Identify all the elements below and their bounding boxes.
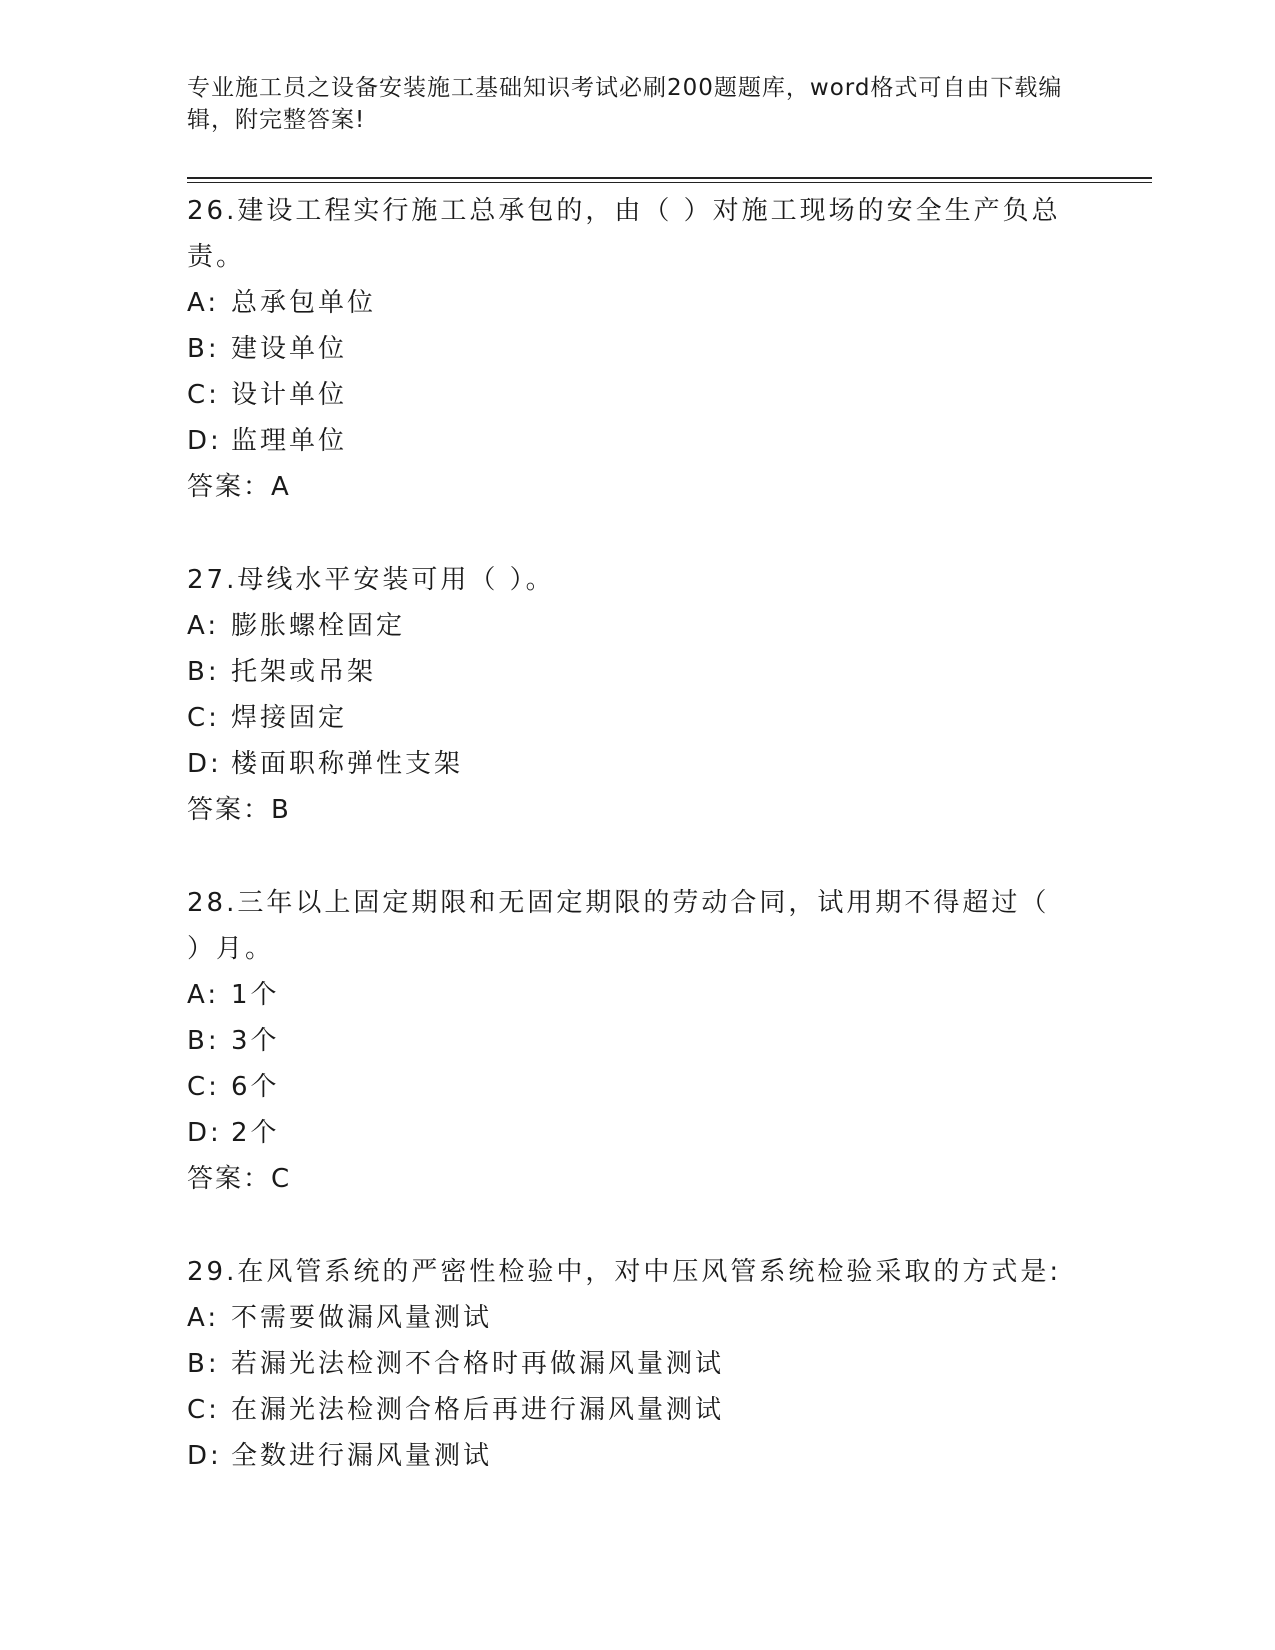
option-label: B:	[187, 1349, 220, 1379]
question-text: 26.建设工程实行施工总承包的，由（ ）对施工现场的安全生产负总责。	[187, 196, 1061, 272]
option-c	[187, 1064, 1067, 1110]
option-label: B:	[187, 334, 220, 364]
option-text: 建设单位	[231, 334, 348, 364]
option-b	[187, 1341, 1067, 1387]
option-text: 不需要做漏风量测试	[231, 1303, 493, 1333]
option-text: 6个	[231, 1072, 280, 1102]
option-c	[187, 372, 1067, 418]
question-item	[187, 1249, 1067, 1479]
option-label: A:	[187, 288, 220, 318]
option-b	[187, 649, 1067, 695]
option-text: 在漏光法检测合格后再进行漏风量测试	[231, 1395, 725, 1425]
question-text: 27.母线水平安装可用（ ）。	[187, 565, 555, 595]
option-text: 1个	[231, 980, 280, 1010]
option-text: 2个	[231, 1118, 280, 1148]
question-item	[187, 880, 1067, 1202]
option-text: 若漏光法检测不合格时再做漏风量测试	[231, 1349, 725, 1379]
option-a	[187, 280, 1067, 326]
option-text: 设计单位	[231, 380, 348, 410]
option-label: D:	[187, 1441, 222, 1471]
option-label: C:	[187, 1072, 220, 1102]
option-label: D:	[187, 1118, 222, 1148]
option-text: 焊接固定	[231, 703, 348, 733]
option-b	[187, 326, 1067, 372]
option-text: 楼面职称弹性支架	[231, 749, 464, 779]
question-text: 29.在风管系统的严密性检验中，对中压风管系统检验采取的方式是:	[187, 1257, 1062, 1287]
option-label: A:	[187, 611, 220, 641]
option-label: D:	[187, 749, 222, 779]
answer-line: 答案：B	[187, 795, 291, 825]
option-text: 膨胀螺栓固定	[231, 611, 406, 641]
question-text: 28.三年以上固定期限和无固定期限的劳动合同，试用期不得超过（ ）月。	[187, 888, 1050, 964]
option-label: D:	[187, 426, 222, 456]
option-label: C:	[187, 380, 220, 410]
question-list	[187, 188, 1067, 1526]
option-label: A:	[187, 1303, 220, 1333]
option-label: B:	[187, 1026, 220, 1056]
document-header: 专业施工员之设备安装施工基础知识考试必刷200题题库，word格式可自由下载编辑，附完整答案!	[187, 75, 1063, 133]
option-text: 托架或吊架	[231, 657, 377, 687]
question-item	[187, 557, 1067, 833]
option-text: 全数进行漏风量测试	[231, 1441, 493, 1471]
option-c	[187, 695, 1067, 741]
option-text: 3个	[231, 1026, 280, 1056]
option-label: B:	[187, 657, 220, 687]
option-b	[187, 1018, 1067, 1064]
option-c	[187, 1387, 1067, 1433]
option-a	[187, 1295, 1067, 1341]
option-a	[187, 972, 1067, 1018]
question-item	[187, 188, 1067, 510]
option-d	[187, 1433, 1067, 1479]
header-divider	[187, 177, 1152, 179]
answer-line: 答案：A	[187, 472, 291, 502]
header-divider-thin	[187, 182, 1152, 183]
option-label: C:	[187, 703, 220, 733]
answer-line: 答案：C	[187, 1164, 292, 1194]
option-text: 监理单位	[231, 426, 348, 456]
option-label: C:	[187, 1395, 220, 1425]
option-d	[187, 418, 1067, 464]
option-d	[187, 1110, 1067, 1156]
option-label: A:	[187, 980, 220, 1010]
option-a	[187, 603, 1067, 649]
option-d	[187, 741, 1067, 787]
option-text: 总承包单位	[231, 288, 377, 318]
